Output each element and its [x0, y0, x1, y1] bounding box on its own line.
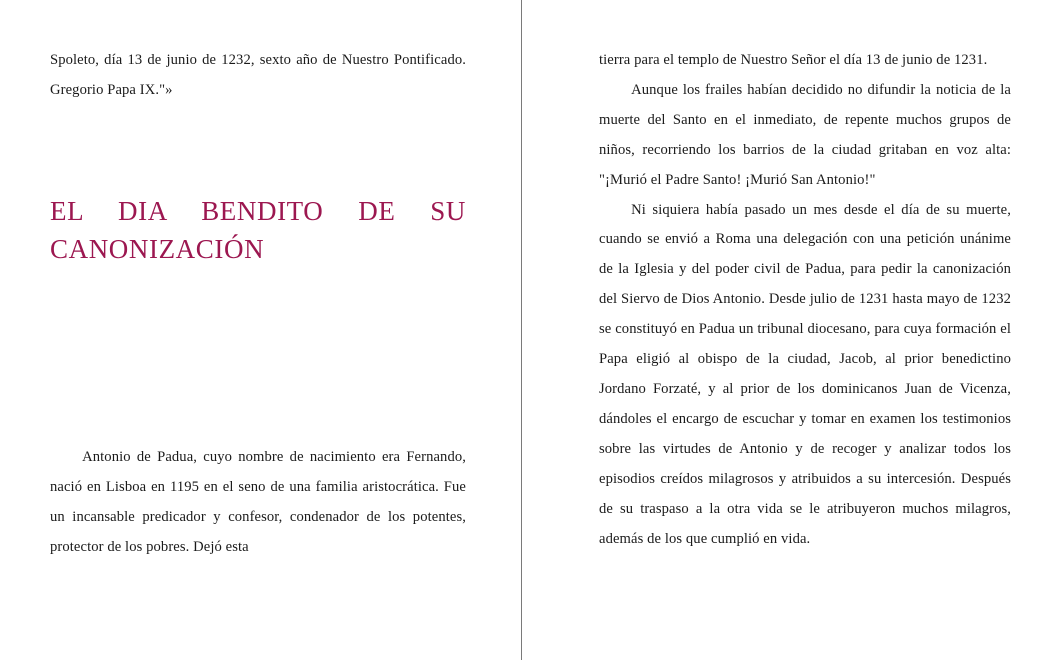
right-page — [521, 0, 1057, 660]
right-paragraph-2: Aunque los frailes habían decidido no difundir la noticia de la muerte del Santo en el inmediato, de repente muchos grupos de niños, recorriendo los barrios de la ciudad gritaban en voz alta: "¡Murió el Padre Santo! ¡Murió San Antonio!" — [599, 81, 1011, 188]
right-paragraph-continuation: tierra para el templo de Nuestro Señor el día 13 de junio de 1231. — [599, 52, 988, 68]
chapter-title — [50, 192, 466, 269]
chapter-title-line-1: EL DIA BENDITO DE SU — [50, 195, 466, 226]
left-page — [0, 0, 521, 660]
right-paragraph-3: Ni siquiera había pasado un mes desde el día de su muerte, cuando se envió a Roma una delegación con una petición unánime de la Iglesia y del poder civil de Padua, para pedir la canonización del Siervo de Dios Antonio. Desde julio de 1231 hasta mayo de 1232 se constituyó en Padua un tribunal diocesano, para cuya formación el Papa eligió al obispo de la ciudad, Jacob, al prior benedictino Jordano Forzaté, y al prior de los dominicanos Juan de Vicenza, dándoles el encargo de escuchar y tomar en examen los testimonios sobre las virtudes de Antonio y de recoger y analizar todos los episodios creídos milagrosos y atribuidos a su intercesión. Después de su traspaso a la otra vida se le atribuyeron muchos milagros, además de los que cumplió en vida. — [599, 201, 1011, 547]
opening-paragraph: Spoleto, día 13 de junio de 1232, sexto año de Nuestro Pontificado. Gregorio Papa IX."» — [50, 52, 466, 98]
left-body-paragraph: Antonio de Padua, cuyo nombre de nacimiento era Fernando, nació en Lisboa en 1195 en el seno de una familia aristocrática. Fue un incansable predicador y confesor, condenador de los potentes, protector de los pobres. Dejó esta — [50, 449, 466, 556]
chapter-title-line-2: CANONIZACIÓN — [50, 234, 265, 265]
